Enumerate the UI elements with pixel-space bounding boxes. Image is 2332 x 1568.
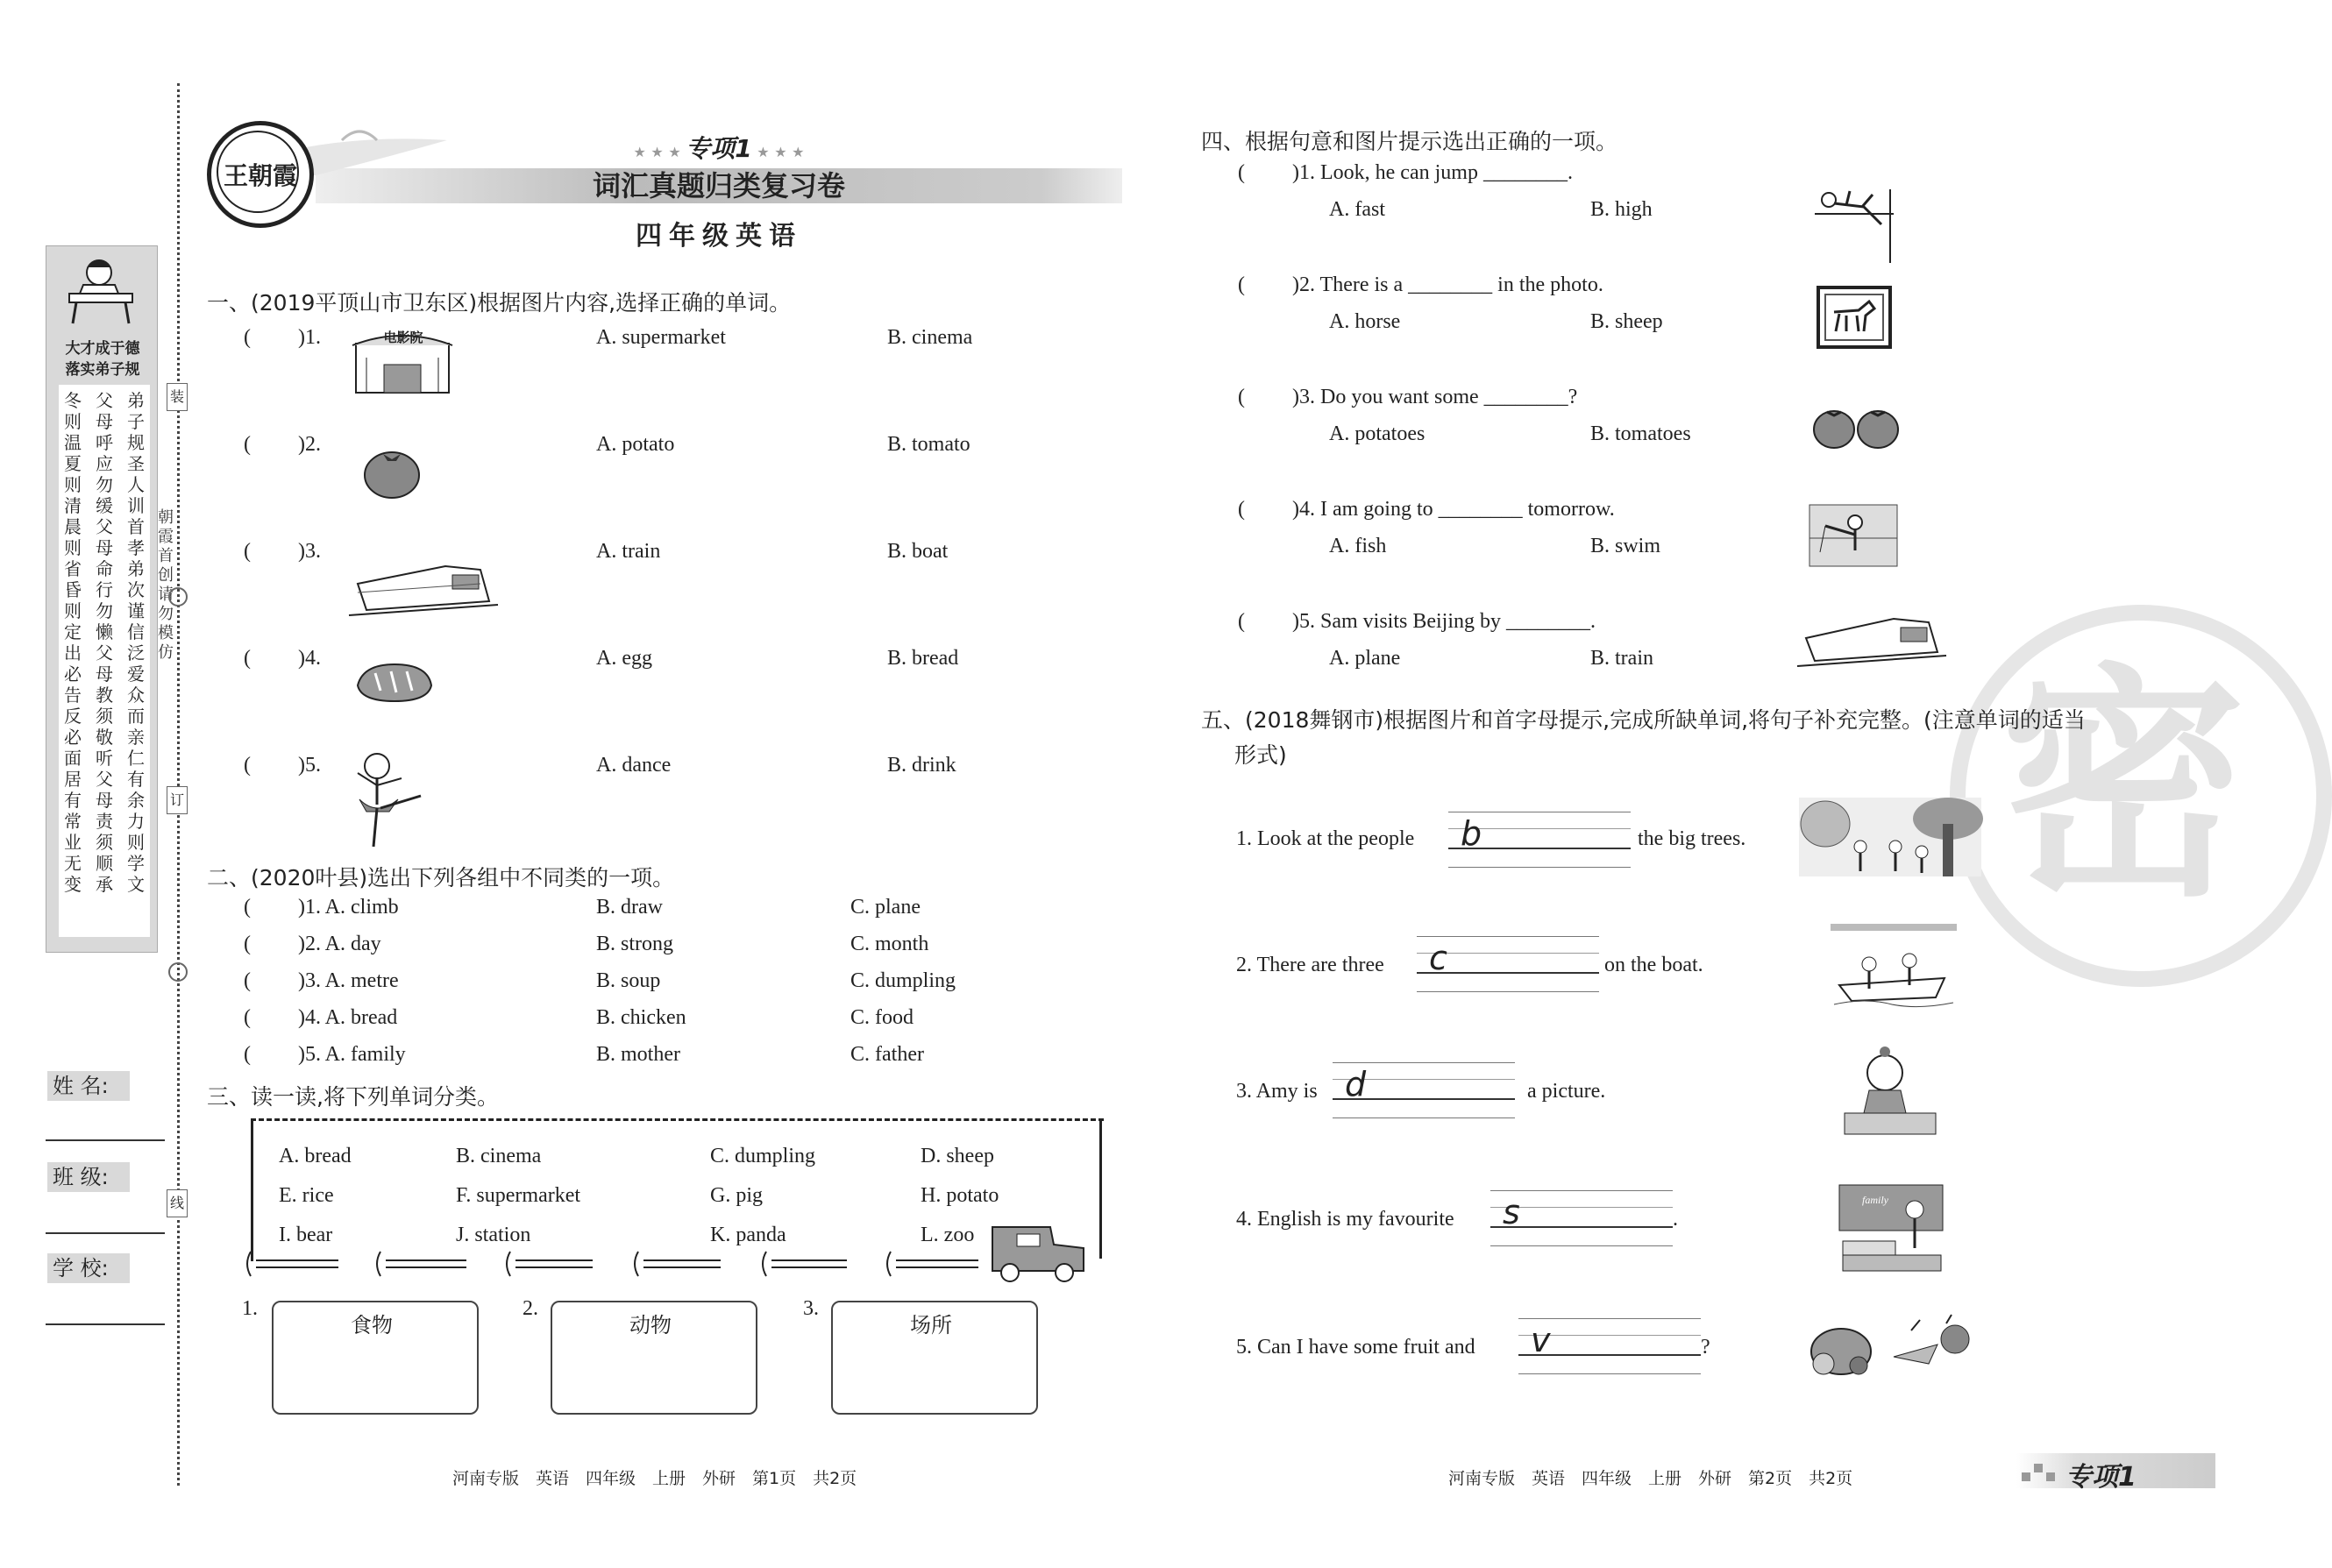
s1-item5-num: )5.: [298, 754, 321, 777]
section3-heading: 三、读一读,将下列单词分类。: [207, 1084, 499, 1110]
s1-item5-paren: (: [244, 754, 251, 777]
s5-item5-letter-hint: v: [1531, 1321, 1551, 1359]
logo-text: 王朝霞: [223, 161, 297, 190]
s5-item2-writing-lines[interactable]: [1417, 936, 1599, 992]
series-tag: ★ ★ ★ 专项1 ★ ★ ★: [633, 134, 805, 163]
sidebar-panel: [46, 245, 158, 953]
s5-item3-post: a picture.: [1527, 1080, 1606, 1103]
word-k: K. panda: [710, 1224, 786, 1246]
s4-item3-paren: (: [1238, 386, 1245, 408]
s2-row3-paren: (: [244, 969, 251, 992]
s5-item5-post: ?: [1701, 1336, 1710, 1359]
tomatoes-picture: [1811, 403, 1902, 451]
scholar-illustration: [57, 253, 145, 332]
s5-item4-pre: 4. English is my favourite: [1236, 1208, 1454, 1231]
s2-row1-b[interactable]: B. draw: [596, 896, 663, 919]
s1-item4-option-a[interactable]: A. egg: [596, 647, 652, 670]
drawing-girl-picture: [1841, 1043, 1939, 1136]
s5-item5-pre: 5. Can I have some fruit and: [1236, 1336, 1475, 1359]
s4-item2-option-a[interactable]: A. horse: [1329, 310, 1401, 333]
section1-heading: 一、(2019平顶山市卫东区)根据图片内容,选择正确的单词。: [207, 290, 792, 316]
s1-item3-option-b[interactable]: B. boat: [887, 540, 949, 563]
s4-item5-option-b[interactable]: B. train: [1590, 647, 1653, 670]
s5-item2-pre: 2. There are three: [1236, 954, 1384, 976]
paper-title: 词汇真题归类复习卷: [592, 169, 845, 202]
s2-row3-a[interactable]: )3. A. metre: [298, 969, 399, 992]
section5-heading: 五、(2018舞钢市)根据图片和首字母提示,完成所缺单词,将句子补充完整。(注意单词的适当: [1201, 707, 2086, 733]
word-i: I. bear: [279, 1224, 333, 1246]
train-picture-1: [349, 549, 498, 624]
word-l: L. zoo: [921, 1224, 975, 1246]
s2-row4-paren: (: [244, 1006, 251, 1029]
horse-photo-picture: [1817, 286, 1892, 349]
classroom-picture: [1838, 1183, 1945, 1273]
class-field[interactable]: [46, 1232, 165, 1234]
word-b: B. cinema: [456, 1145, 542, 1167]
s1-item4-option-b[interactable]: B. bread: [887, 647, 959, 670]
s5-item3-letter-hint: d: [1345, 1065, 1367, 1103]
box3-num: 3.: [803, 1297, 819, 1320]
word-c: C. dumpling: [710, 1145, 816, 1167]
s1-item3-paren: (: [244, 540, 251, 563]
locomotive-picture: [989, 1220, 1087, 1283]
cut-mark-bottom: 线: [167, 1189, 188, 1217]
word-e: E. rice: [279, 1184, 334, 1207]
name-field[interactable]: [46, 1139, 165, 1141]
s5-item1-writing-lines[interactable]: [1448, 812, 1631, 868]
s2-row2-c[interactable]: C. month: [850, 933, 929, 955]
school-label: 学 校:: [47, 1253, 130, 1283]
s1-item2-option-a[interactable]: A. potato: [596, 433, 675, 456]
s2-row2-a[interactable]: )2. A. day: [298, 933, 381, 955]
s2-row3-b[interactable]: B. soup: [596, 969, 661, 992]
s4-item3-stem: )3. Do you want some ________?: [1292, 386, 1578, 408]
cinema-sign: 电影院: [383, 330, 423, 345]
s1-item5-option-a[interactable]: A. dance: [596, 754, 672, 777]
s4-item4-stem: )4. I am going to ________ tomorrow.: [1292, 498, 1615, 521]
class-label: 班 级:: [47, 1162, 130, 1192]
school-field[interactable]: [46, 1323, 165, 1325]
s4-item1-option-a[interactable]: A. fast: [1329, 198, 1385, 221]
word-j: J. station: [456, 1224, 531, 1246]
s2-row5-a[interactable]: )5. A. family: [298, 1043, 406, 1066]
punch-hole-bottom: [168, 962, 188, 982]
s1-item1-num: )1.: [298, 326, 321, 349]
s4-item3-option-a[interactable]: A. potatoes: [1329, 422, 1426, 445]
fishing-picture: [1808, 503, 1899, 568]
s5-item2-post: on the boat.: [1604, 954, 1703, 976]
s4-item2-option-b[interactable]: B. sheep: [1590, 310, 1663, 333]
name-label: 姓 名:: [47, 1071, 130, 1101]
section2-heading: 二、(2020叶县)选出下列各组中不同类的一项。: [207, 865, 675, 890]
word-h: H. potato: [921, 1184, 999, 1207]
s1-item1-paren: (: [244, 326, 251, 349]
s1-item1-option-b[interactable]: B. cinema: [887, 326, 973, 349]
secret-watermark: 密: [1950, 605, 2332, 987]
tomato-picture: [361, 443, 423, 500]
box2-num: 2.: [523, 1297, 538, 1320]
s2-row1-a[interactable]: )1. A. climb: [298, 896, 399, 919]
place-category-label: 场所: [910, 1313, 952, 1337]
train-couplings: [242, 1248, 996, 1280]
dancer-picture: [351, 747, 430, 850]
boat-picture: [1831, 919, 1957, 1010]
section4-heading: 四、根据句意和图片提示选出正确的一项。: [1201, 129, 1618, 154]
animal-category-label: 动物: [629, 1313, 672, 1337]
s4-item5-stem: )5. Sam visits Beijing by ________.: [1292, 610, 1596, 633]
s1-item2-option-b[interactable]: B. tomato: [887, 433, 970, 456]
s5-item2-letter-hint: c: [1429, 939, 1447, 977]
train-right-edge: [1099, 1118, 1102, 1259]
s4-item4-paren: (: [1238, 498, 1245, 521]
footer-left: 河南专版 英语 四年级 上册 外研 第1页 共2页: [452, 1469, 857, 1488]
s2-row2-b[interactable]: B. strong: [596, 933, 674, 955]
s1-item4-num: )4.: [298, 647, 321, 670]
food-category-label: 食物: [351, 1313, 393, 1337]
s5-item4-post: .: [1673, 1208, 1678, 1231]
s2-row5-b[interactable]: B. mother: [596, 1043, 680, 1066]
section5-heading-cont: 形式): [1234, 742, 1287, 768]
word-g: G. pig: [710, 1184, 763, 1207]
binding-dotted-line: [177, 83, 180, 1486]
s5-item1-post: the big trees.: [1638, 827, 1746, 850]
s4-item4-option-a[interactable]: A. fish: [1329, 535, 1387, 557]
s1-item4-paren: (: [244, 647, 251, 670]
cut-mark-mid: 订: [167, 786, 188, 814]
s4-item1-option-b[interactable]: B. high: [1590, 198, 1653, 221]
punch-hole-top: [168, 587, 188, 607]
s2-row4-c[interactable]: C. food: [850, 1006, 914, 1029]
poem-col-3: 弟子规 圣人训 首孝弟 次谨信 泛爱众 而亲仁 有余力 则学文: [127, 390, 145, 895]
cinema-picture: [349, 326, 456, 396]
s1-item2-num: )2.: [298, 433, 321, 456]
s1-item2-paren: (: [244, 433, 251, 456]
s5-item5-writing-lines[interactable]: [1518, 1318, 1701, 1374]
s4-item2-paren: (: [1238, 273, 1245, 296]
s4-item4-option-b[interactable]: B. swim: [1590, 535, 1661, 557]
park-trees-picture: [1799, 798, 1981, 876]
poem-col-1: 冬则温 夏则清 晨则省 昏则定 出必告 反必面 居有常 业无变: [64, 390, 82, 895]
s5-item3-pre: 3. Amy is: [1236, 1080, 1318, 1103]
s2-row1-paren: (: [244, 896, 251, 919]
bread-picture: [354, 659, 435, 705]
s1-item3-option-a[interactable]: A. train: [596, 540, 661, 563]
s2-row4-b[interactable]: B. chicken: [596, 1006, 686, 1029]
fruit-vegetables-picture: [1806, 1313, 1974, 1378]
board-word: family: [1862, 1194, 1888, 1206]
word-a: A. bread: [279, 1145, 352, 1167]
motto-line-2: 落实弟子规: [65, 361, 140, 379]
s2-row1-c[interactable]: C. plane: [850, 896, 921, 919]
poem-col-2: 父母呼 应勿缓 父母命 行勿懒 父母教 须敬听 父母责 须顺承: [96, 390, 113, 895]
word-d: D. sheep: [921, 1145, 994, 1167]
motto-line-1: 大才成于德: [65, 340, 140, 358]
side-note: 朝霞首创 请勿模仿: [158, 508, 174, 662]
word-f: F. supermarket: [456, 1184, 581, 1207]
high-jump-picture: [1811, 181, 1899, 265]
s2-row4-a[interactable]: )4. A. bread: [298, 1006, 398, 1029]
s5-item1-letter-hint: b: [1461, 814, 1482, 853]
footer-tag-squares: [2022, 1462, 2057, 1483]
s2-row2-paren: (: [244, 933, 251, 955]
s4-item1-paren: (: [1238, 161, 1245, 184]
s5-item4-letter-hint: s: [1503, 1193, 1520, 1231]
s2-row5-paren: (: [244, 1043, 251, 1066]
paper-subtitle: 四年级英语: [636, 221, 802, 252]
s4-item3-option-b[interactable]: B. tomatoes: [1590, 422, 1691, 445]
s2-row5-c[interactable]: C. father: [850, 1043, 924, 1066]
s5-item4-writing-lines[interactable]: [1490, 1190, 1673, 1246]
cut-mark-top: 装: [167, 383, 188, 411]
s4-item5-paren: (: [1238, 610, 1245, 633]
s1-item1-option-a[interactable]: A. supermarket: [596, 326, 726, 349]
s5-item3-writing-lines[interactable]: [1333, 1062, 1515, 1118]
footer-tag: 专项1: [2065, 1462, 2136, 1493]
s4-item5-option-a[interactable]: A. plane: [1329, 647, 1401, 670]
s5-item1-pre: 1. Look at the people: [1236, 827, 1415, 850]
s1-item5-option-b[interactable]: B. drink: [887, 754, 956, 777]
s4-item1-stem: )1. Look, he can jump ________.: [1292, 161, 1573, 184]
s4-item2-stem: )2. There is a ________ in the photo.: [1292, 273, 1603, 296]
s2-row3-c[interactable]: C. dumpling: [850, 969, 956, 992]
train-picture-2: [1797, 603, 1946, 673]
footer-right: 河南专版 英语 四年级 上册 外研 第2页 共2页: [1448, 1469, 1853, 1488]
brand-logo: [207, 121, 314, 228]
s1-item3-num: )3.: [298, 540, 321, 563]
box1-num: 1.: [242, 1297, 258, 1320]
